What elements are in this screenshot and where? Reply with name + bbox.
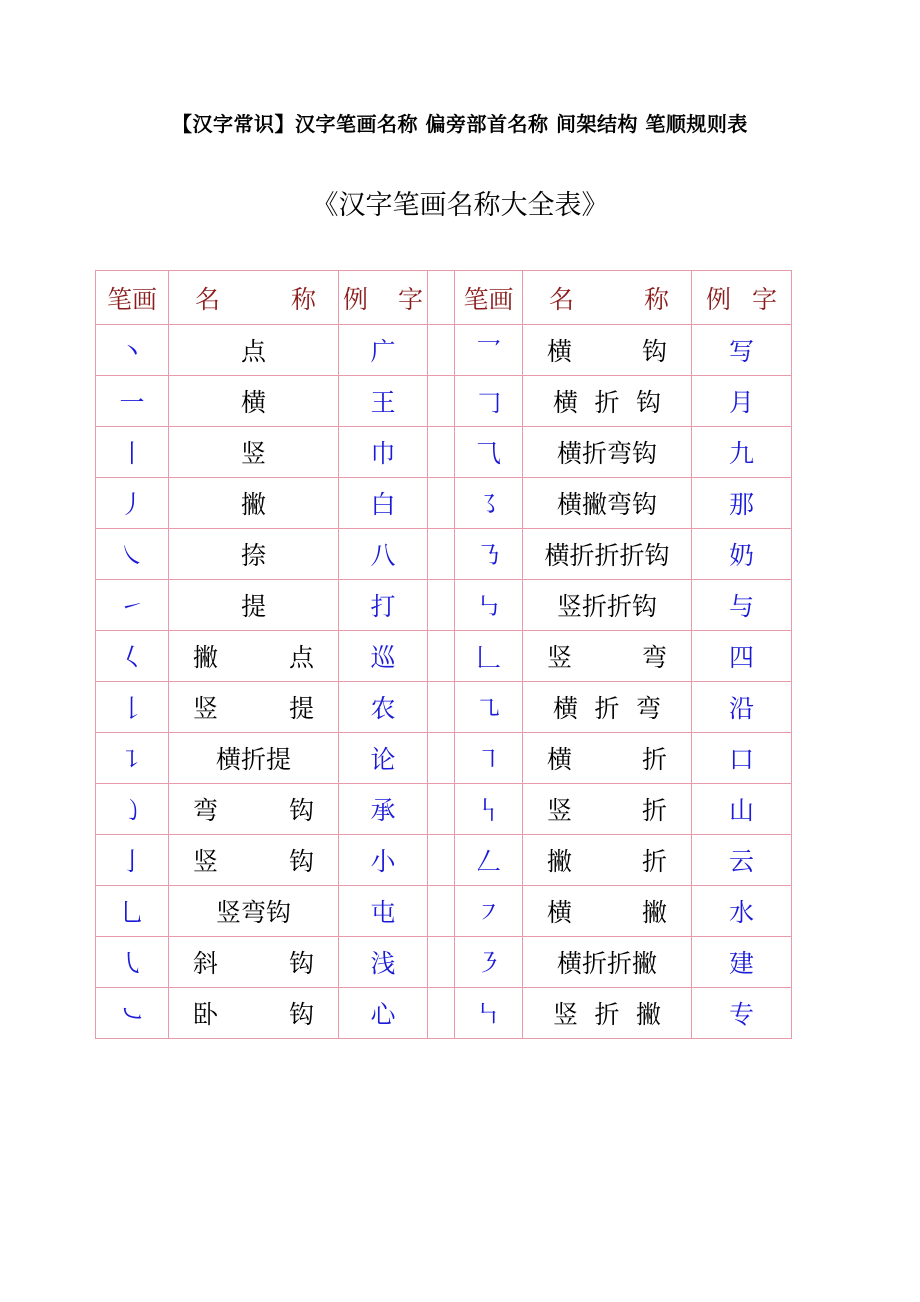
column-gap [428,427,455,478]
stroke-name-right: 横 撇 [523,886,692,937]
example-char-right: 四 [692,631,792,682]
stroke-symbol-right: ㇉ [455,580,523,631]
example-char-left: 八 [339,529,428,580]
example-char-right: 建 [692,937,792,988]
stroke-name-left: 提 [169,580,339,631]
table-row [96,478,792,529]
stroke-name-left: 弯 钩 [169,784,339,835]
example-char-left: 承 [339,784,428,835]
example-char-right: 口 [692,733,792,784]
stroke-symbol-right: 𠃋 [455,835,523,886]
column-gap [428,682,455,733]
stroke-symbol-left: 𡿨 [96,631,169,682]
column-gap [428,580,455,631]
stroke-symbol-left: 丿 [96,478,169,529]
example-char-left: 农 [339,682,428,733]
table-row [96,988,792,1039]
example-char-left: 屯 [339,886,428,937]
table-row [96,376,792,427]
stroke-name-left: 横 [169,376,339,427]
header-stroke-left: 笔画 [96,271,169,325]
table-row [96,325,792,376]
example-char-left: 小 [339,835,428,886]
stroke-symbol-left: ㇂ [96,937,169,988]
stroke-symbol-left: 丶 [96,325,169,376]
column-gap [428,529,455,580]
table-body [96,325,792,1039]
header-stroke-right: 笔画 [455,271,523,325]
stroke-symbol-left: 一 [96,376,169,427]
example-char-right: 月 [692,376,792,427]
stroke-name-table [95,270,792,1039]
stroke-name-left: 卧 钩 [169,988,339,1039]
stroke-symbol-left: 亅 [96,835,169,886]
stroke-symbol-right: ㇕ [455,733,523,784]
stroke-name-right: 竖 折 撇 [523,988,692,1039]
column-gap [428,835,455,886]
column-gap [428,733,455,784]
column-gap [428,937,455,988]
example-char-left: 浅 [339,937,428,988]
stroke-name-right: 横 折 钩 [523,376,692,427]
example-char-left: 打 [339,580,428,631]
example-char-right: 沿 [692,682,792,733]
example-char-left: 巡 [339,631,428,682]
table-row [96,682,792,733]
stroke-symbol-right: ㇌ [455,478,523,529]
stroke-symbol-left: ㇏ [96,529,169,580]
stroke-symbol-left: ㇀ [96,580,169,631]
stroke-symbol-right: 乛 [455,325,523,376]
example-char-left: 巾 [339,427,428,478]
example-char-right: 那 [692,478,792,529]
example-char-right: 与 [692,580,792,631]
table-header-row [96,271,792,325]
stroke-symbol-right: 𠃌 [455,376,523,427]
stroke-name-left: 竖 [169,427,339,478]
stroke-name-left: 点 [169,325,339,376]
stroke-name-left: 横折提 [169,733,339,784]
stroke-name-left: 捺 [169,529,339,580]
stroke-symbol-left: ㇃ [96,988,169,1039]
stroke-symbol-right: 𠃊 [455,631,523,682]
example-char-right: 山 [692,784,792,835]
column-gap [428,478,455,529]
stroke-name-right: 竖折折钩 [523,580,692,631]
stroke-symbol-right: 𠃑 [455,784,523,835]
example-char-left: 王 [339,376,428,427]
header-example-left: 例 字 [339,271,428,325]
column-gap [428,271,455,325]
stroke-symbol-left: 𠄌 [96,682,169,733]
table-row [96,835,792,886]
table-row [96,580,792,631]
stroke-name-right: 横折弯钩 [523,427,692,478]
stroke-name-left: 撇 [169,478,339,529]
stroke-symbol-right: ㇇ [455,886,523,937]
stroke-name-right: 横撇弯钩 [523,478,692,529]
header-example-right: 例 字 [692,271,792,325]
table-row [96,733,792,784]
example-char-left: 论 [339,733,428,784]
example-char-right: 专 [692,988,792,1039]
stroke-name-right: 竖 折 [523,784,692,835]
stroke-symbol-right: ㇈ [455,682,523,733]
example-char-left: 心 [339,988,428,1039]
stroke-symbol-right: ㇡ [455,529,523,580]
column-gap [428,631,455,682]
header-name-left: 名 称 [169,271,339,325]
table-row [96,784,792,835]
stroke-name-left: 竖 提 [169,682,339,733]
column-gap [428,325,455,376]
column-gap [428,376,455,427]
example-char-right: 九 [692,427,792,478]
table-row [96,631,792,682]
table-row [96,529,792,580]
column-gap [428,784,455,835]
example-char-right: 奶 [692,529,792,580]
document-heading: 【汉字常识】汉字笔画名称 偏旁部首名称 间架结构 笔顺规则表 [172,112,748,136]
stroke-symbol-right: ⺄ [455,427,523,478]
table-row [96,427,792,478]
stroke-name-left: 斜 钩 [169,937,339,988]
stroke-name-left: 撇 点 [169,631,339,682]
table-row [96,937,792,988]
stroke-name-right: 横 钩 [523,325,692,376]
table-title: 《汉字笔画名称大全表》 [311,190,609,221]
table-row [96,886,792,937]
stroke-name-right: 横折折撇 [523,937,692,988]
example-char-left: 白 [339,478,428,529]
stroke-symbol-left: 丨 [96,427,169,478]
stroke-name-right: 横 折 弯 [523,682,692,733]
example-char-right: 云 [692,835,792,886]
header-name-right: 名 称 [523,271,692,325]
stroke-name-left: 竖弯钩 [169,886,339,937]
stroke-name-left: 竖 钩 [169,835,339,886]
stroke-name-right: 横折折折钩 [523,529,692,580]
stroke-symbol-left: 乚 [96,886,169,937]
example-char-right: 写 [692,325,792,376]
column-gap [428,886,455,937]
stroke-symbol-right: ㇋ [455,937,523,988]
stroke-symbol-left: ㇊ [96,733,169,784]
column-gap [428,988,455,1039]
stroke-name-right: 竖 弯 [523,631,692,682]
stroke-name-right: 撇 折 [523,835,692,886]
example-char-right: 水 [692,886,792,937]
stroke-name-right: 横 折 [523,733,692,784]
stroke-symbol-right: ㇞ [455,988,523,1039]
stroke-symbol-left: ㇁ [96,784,169,835]
example-char-left: 广 [339,325,428,376]
